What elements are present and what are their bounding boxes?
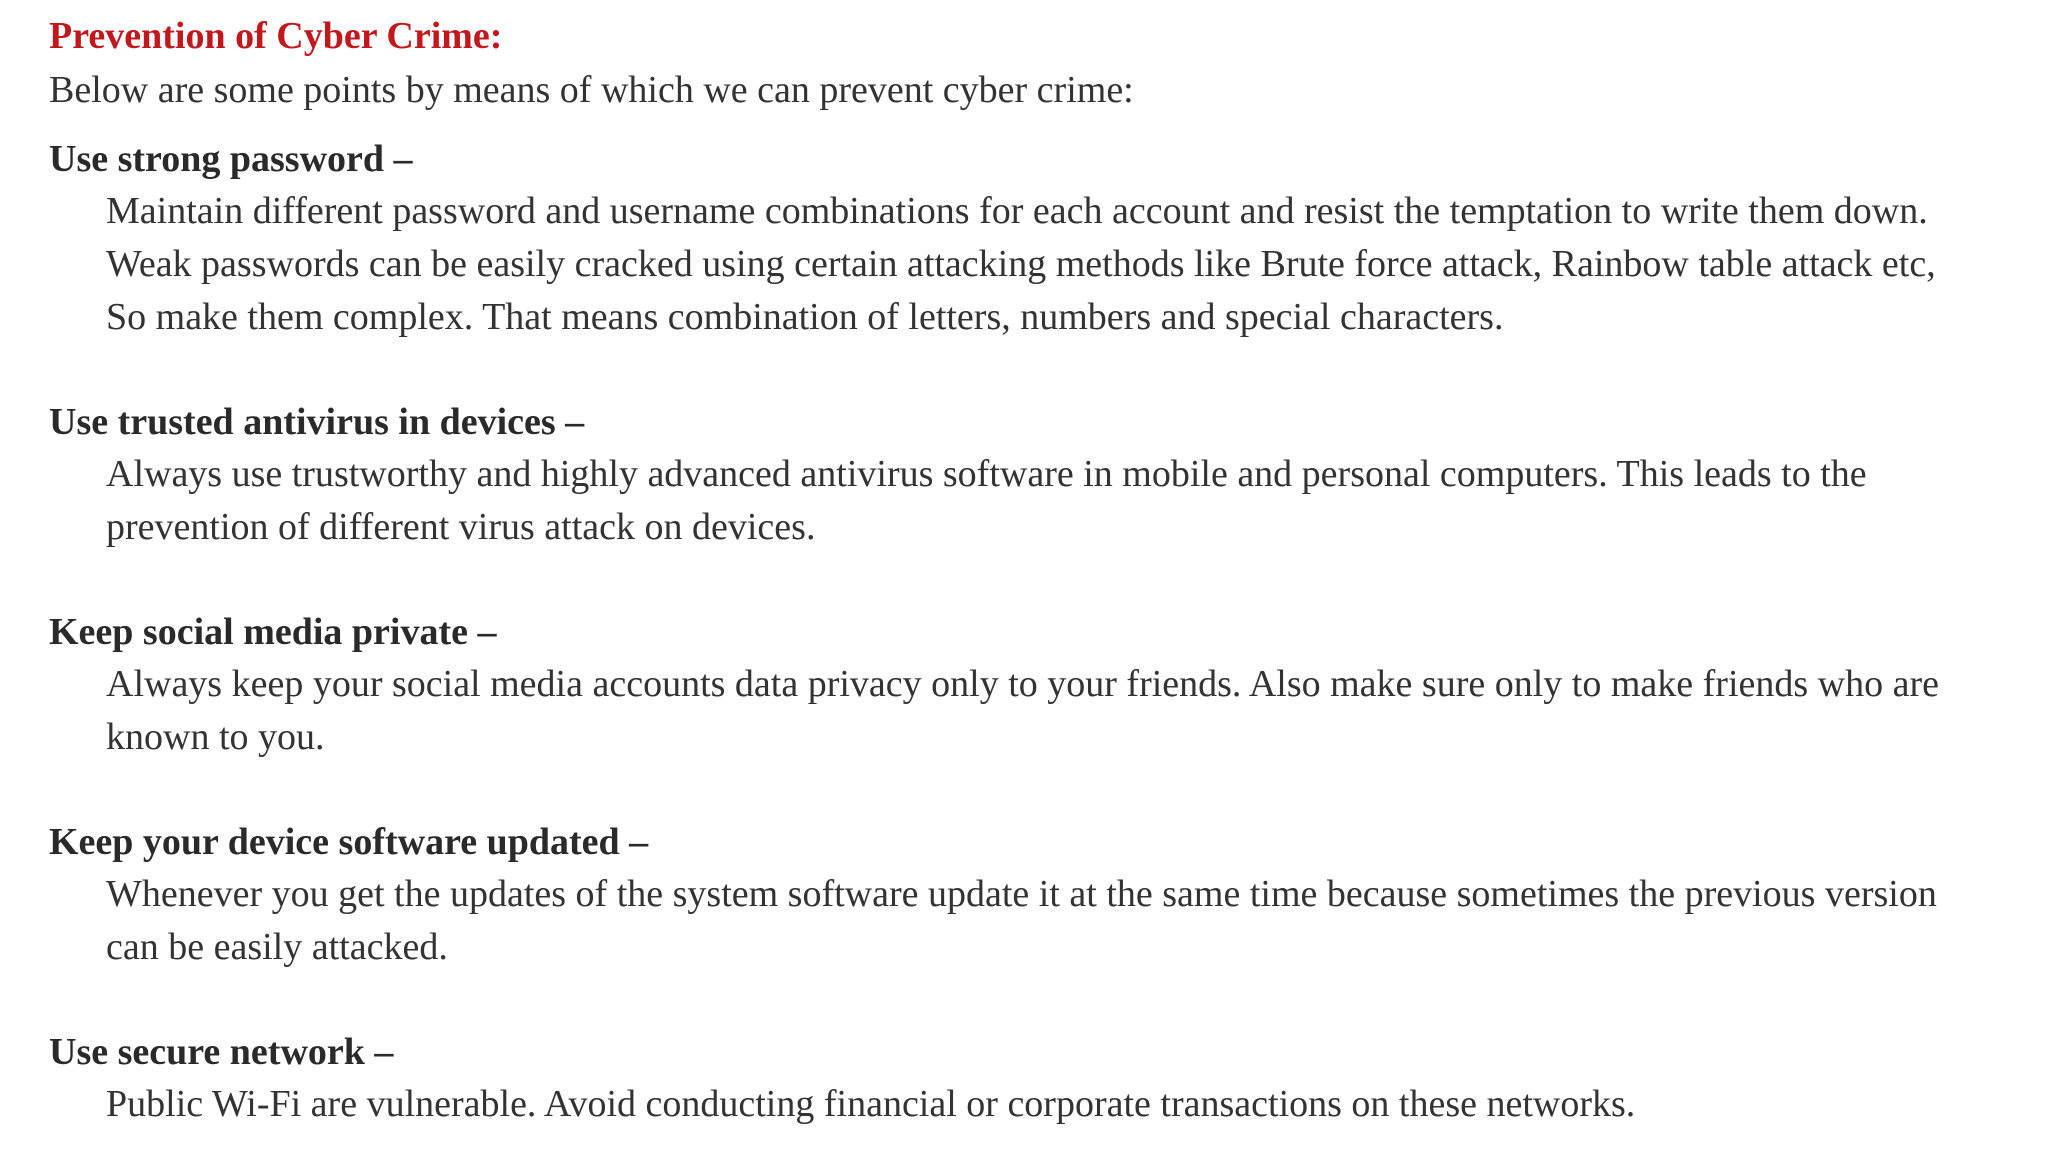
- point-title: Keep your device software updated –: [49, 821, 649, 863]
- description-line: can be easily attacked.: [106, 926, 448, 968]
- point-software-updated: [49, 816, 2009, 974]
- description-line: Weak passwords can be easily cracked using certain attacking methods like Brute force attack, Rainbow table attack etc,: [106, 243, 1936, 285]
- point-title: Use secure network –: [49, 1031, 394, 1073]
- description-line: Always keep your social media accounts data privacy only to your friends. Also make sure only to make friends who are: [106, 663, 1939, 705]
- description-line: Public Wi-Fi are vulnerable. Avoid conducting financial or corporate transactions on these networks.: [106, 1083, 1636, 1125]
- point-strong-password: [49, 133, 2009, 344]
- section-heading: Prevention of Cyber Crime:: [49, 15, 503, 57]
- point-description: [106, 658, 2009, 764]
- description-line: Always use trustworthy and highly advanced antivirus software in mobile and personal computers. This leads to the: [106, 453, 1867, 495]
- description-line: known to you.: [106, 716, 325, 758]
- point-title: Keep social media private –: [49, 611, 497, 653]
- point-trusted-antivirus: [49, 396, 2009, 554]
- point-description: [106, 185, 2009, 344]
- description-line: So make them complex. That means combination of letters, numbers and special characters.: [106, 296, 1504, 338]
- point-secure-network: [49, 1026, 2009, 1131]
- point-description: [106, 868, 2009, 974]
- description-line: Whenever you get the updates of the system software update it at the same time because sometimes the previous version: [106, 873, 1937, 915]
- document-page: [49, 10, 2009, 1131]
- description-line: prevention of different virus attack on devices.: [106, 506, 816, 548]
- point-title: Use strong password –: [49, 138, 413, 180]
- point-title: Use trusted antivirus in devices –: [49, 401, 585, 443]
- point-description: [106, 448, 2009, 554]
- intro-text: Below are some points by means of which we can prevent cyber crime:: [49, 69, 1134, 111]
- point-description: [106, 1078, 2009, 1131]
- point-social-media-private: [49, 606, 2009, 764]
- description-line: Maintain different password and username combinations for each account and resist the temptation to write them down.: [106, 190, 1928, 232]
